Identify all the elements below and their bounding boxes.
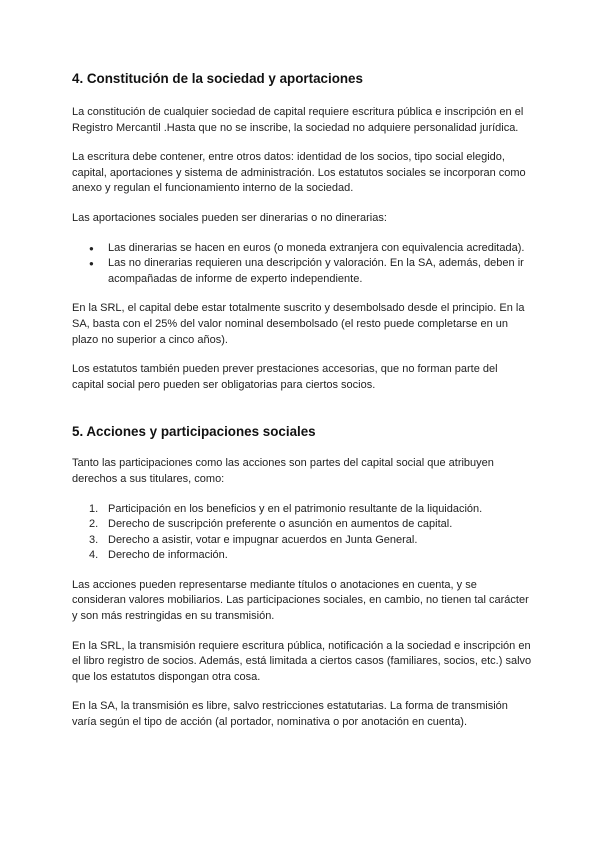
list-text: Derecho de suscripción preferente o asunción en aumentos de capital. bbox=[108, 518, 453, 531]
list-item bbox=[72, 533, 532, 549]
section-5-paragraph-2: Las acciones pueden representarse mediante títulos o anotaciones en cuenta, y se consideran valores mobiliarios. Las participaciones sociales, en cambio, no tienen tal carácter y son más restringidas en su transmisión. bbox=[72, 578, 529, 623]
section-4-paragraph-2: La escritura debe contener, entre otros datos: identidad de los socios, tipo social elegido, capital, aportaciones y sistema de administración. Los estatutos sociales se incorporan como anexo y regulan el funcionamiento interno de la sociedad. bbox=[72, 151, 526, 195]
bullet-icon: ● bbox=[89, 259, 94, 269]
section-5-paragraph-1: Tanto las participaciones como las acciones son partes del capital social que atribuyen derechos a sus titulares, como: bbox=[72, 457, 494, 485]
list-text: Derecho a asistir, votar e impugnar acuerdos en Junta General. bbox=[108, 533, 418, 546]
list-item bbox=[72, 241, 532, 257]
bullet-text: Las dinerarias se hacen en euros (o moneda extranjera con equivalencia acreditada). bbox=[108, 241, 525, 254]
list-item bbox=[72, 502, 532, 518]
section-4-paragraph-4: En la SRL, el capital debe estar totalmente suscrito y desembolsado desde el principio. En la SA, basta con el 25% del valor nominal desembolsado (el resto puede completarse en un plazo no superior a cinco años). bbox=[72, 302, 525, 346]
derechos-numbered-list bbox=[72, 502, 532, 564]
section-4-paragraph-1: La constitución de cualquier sociedad de capital requiere escritura pública e inscripción en el Registro Mercantil .Hasta que no se inscribe, la sociedad no adquiere personalidad jurídica. bbox=[72, 106, 524, 134]
list-item bbox=[72, 517, 532, 533]
section-4-paragraph-3: Las aportaciones sociales pueden ser dinerarias o no dinerarias: bbox=[72, 211, 387, 224]
list-number: 1. bbox=[89, 502, 99, 515]
list-number: 4. bbox=[89, 549, 99, 562]
section-4-paragraph-5: Los estatutos también pueden prever prestaciones accesorias, que no forman parte del capital social pero pueden ser obligatorias para ciertos socios. bbox=[72, 363, 498, 391]
aportaciones-bullet-list bbox=[72, 241, 532, 288]
list-text: Derecho de información. bbox=[108, 549, 228, 562]
list-item bbox=[72, 548, 532, 564]
section-4-heading: 4. Constitución de la sociedad y aportaciones bbox=[72, 71, 363, 86]
document-page bbox=[72, 70, 532, 731]
bullet-icon: ● bbox=[89, 243, 94, 253]
list-number: 3. bbox=[89, 533, 99, 546]
section-5-heading: 5. Acciones y participaciones sociales bbox=[72, 424, 316, 440]
list-number: 2. bbox=[89, 518, 99, 531]
section-5-paragraph-4: En la SA, la transmisión es libre, salvo restricciones estatutarias. La forma de transmisión varía según el tipo de acción (al portador, nominativa o por anotación en cuenta). bbox=[72, 700, 508, 729]
bullet-text: Las no dinerarias requieren una descripción y valoración. En la SA, además, deben ir acompañadas de informe de experto independiente. bbox=[108, 257, 524, 285]
section-5-paragraph-3: En la SRL, la transmisión requiere escritura pública, notificación a la sociedad e inscripción en el libro registro de socios. Además, está limitada a ciertos casos (familiares, socios, etc.) salvo que los estatutos dispongan otra cosa. bbox=[72, 639, 532, 683]
list-item bbox=[72, 256, 532, 287]
list-text: Participación en los beneficios y en el patrimonio resultante de la liquidación. bbox=[108, 502, 483, 515]
